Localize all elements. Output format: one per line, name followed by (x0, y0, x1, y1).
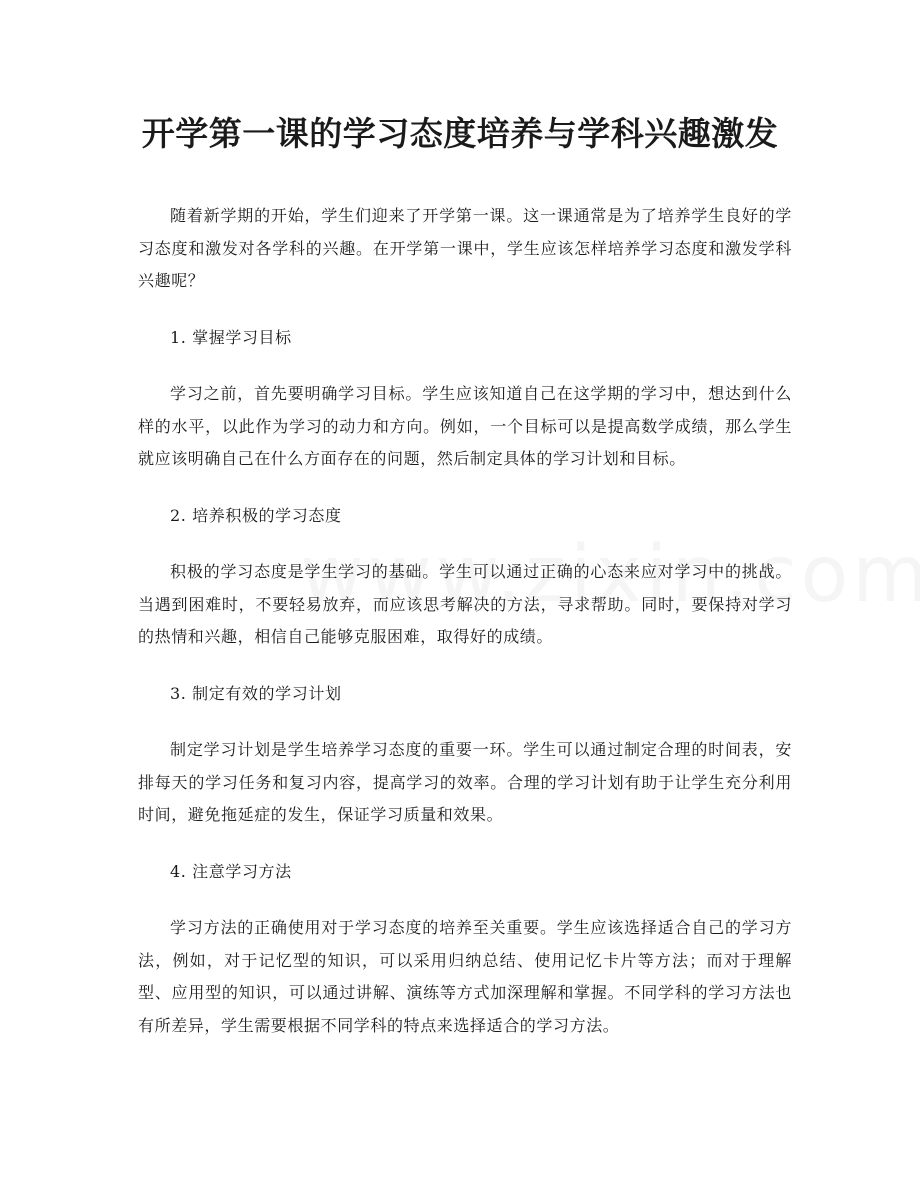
section-body-4: 学习方法的正确使用对于学习态度的培养至关重要。学生应该选择适合自己的学习方法，例如，对于记忆型的知识，可以采用归纳总结、使用记忆卡片等方法；而对于理解型、应用型的知识，可以通过讲解、演练等方式加深理解和掌握。不同学科的学习方法也有所差异，学生需要根据不同学科的特点来选择适合的学习方法。 (138, 918, 792, 1035)
section-body-3: 制定学习计划是学生培养学习态度的重要一环。学生可以通过制定合理的时间表，安排每天的学习任务和复习内容，提高学习的效率。合理的学习计划有助于让学生充分利用时间，避免拖延症的发生，保证学习质量和效果。 (138, 740, 792, 824)
section-body-2: 积极的学习态度是学生学习的基础。学生可以通过正确的心态来应对学习中的挑战。当遇到困难时，不要轻易放弃，而应该思考解决的方法，寻求帮助。同时，要保持对学习的热情和兴趣，相信自己能够克服困难，取得好的成绩。 (138, 562, 792, 646)
document-title: 开学第一课的学习态度培养与学科兴趣激发 (141, 114, 779, 153)
section-heading-2: 2. 培养积极的学习态度 (170, 505, 342, 525)
section-body-1: 学习之前，首先要明确学习目标。学生应该知道自己在这学期的学习中，想达到什么样的水平，以此作为学习的动力和方向。例如，一个目标可以是提高数学成绩，那么学生就应该明确自己在什么方面存在的问题，然后制定具体的学习计划和目标。 (138, 384, 792, 468)
section-heading-1: 1. 掌握学习目标 (170, 327, 292, 347)
section-heading-3: 3. 制定有效的学习计划 (170, 683, 342, 703)
intro-paragraph: 随着新学期的开始，学生们迎来了开学第一课。这一课通常是为了培养学生良好的学习态度和激发对各学科的兴趣。在开学第一课中，学生应该怎样培养学习态度和激发学科兴趣呢？ (138, 206, 792, 290)
section-heading-4: 4. 注意学习方法 (170, 861, 292, 881)
